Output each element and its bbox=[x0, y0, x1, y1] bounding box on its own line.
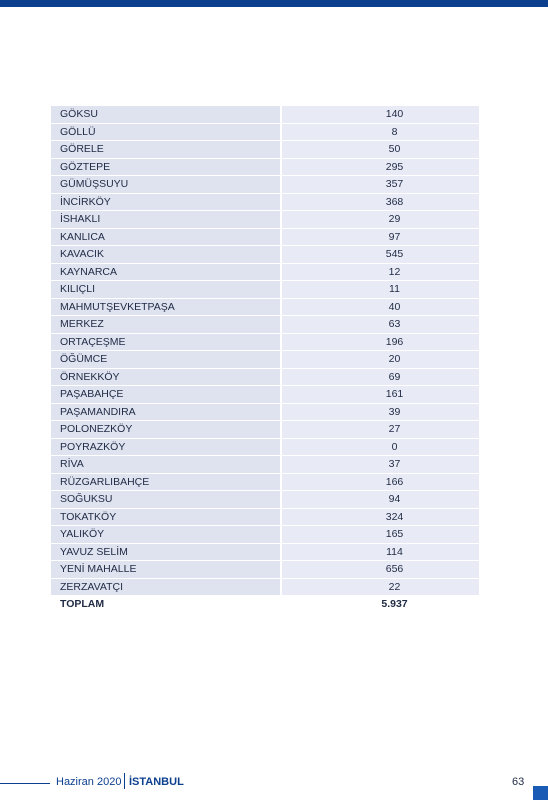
neighborhood-name: YENİ MAHALLE bbox=[51, 561, 281, 579]
table-row bbox=[51, 351, 479, 369]
neighborhood-value: 161 bbox=[281, 386, 479, 404]
table-row bbox=[51, 158, 479, 176]
table-row bbox=[51, 228, 479, 246]
table-row bbox=[51, 578, 479, 596]
neighborhood-value: 97 bbox=[281, 228, 479, 246]
neighborhood-value: 324 bbox=[281, 508, 479, 526]
neighborhood-name: İNCİRKÖY bbox=[51, 193, 281, 211]
total-label: TOPLAM bbox=[51, 596, 281, 614]
table-row bbox=[51, 263, 479, 281]
neighborhood-value: 140 bbox=[281, 106, 479, 123]
neighborhood-value: 196 bbox=[281, 333, 479, 351]
neighborhood-value: 50 bbox=[281, 141, 479, 159]
table-row bbox=[51, 176, 479, 194]
neighborhood-name: TOKATKÖY bbox=[51, 508, 281, 526]
footer-rule bbox=[0, 783, 50, 784]
neighborhood-name: YAVUZ SELİM bbox=[51, 543, 281, 561]
table-row bbox=[51, 421, 479, 439]
neighborhood-value: 166 bbox=[281, 473, 479, 491]
neighborhood-value: 69 bbox=[281, 368, 479, 386]
neighborhood-name: MAHMUTŞEVKETPAŞA bbox=[51, 298, 281, 316]
table-row bbox=[51, 281, 479, 299]
table-row bbox=[51, 543, 479, 561]
table-row bbox=[51, 211, 479, 229]
neighborhood-value: 63 bbox=[281, 316, 479, 334]
neighborhood-name: ÖĞÜMCE bbox=[51, 351, 281, 369]
table-body bbox=[51, 106, 479, 613]
table-row bbox=[51, 456, 479, 474]
table-row bbox=[51, 316, 479, 334]
neighborhood-value: 545 bbox=[281, 246, 479, 264]
table-row bbox=[51, 123, 479, 141]
table-row bbox=[51, 491, 479, 509]
neighborhood-value: 29 bbox=[281, 211, 479, 229]
neighborhood-name: İSHAKLI bbox=[51, 211, 281, 229]
neighborhood-name: POYRAZKÖY bbox=[51, 438, 281, 456]
neighborhood-name: GÖLLÜ bbox=[51, 123, 281, 141]
neighborhood-value: 165 bbox=[281, 526, 479, 544]
neighborhood-name: POLONEZKÖY bbox=[51, 421, 281, 439]
neighborhood-name: SOĞUKSU bbox=[51, 491, 281, 509]
neighborhood-value: 37 bbox=[281, 456, 479, 474]
footer-date: Haziran 2020 bbox=[56, 776, 122, 788]
neighborhood-value: 114 bbox=[281, 543, 479, 561]
neighborhood-value: 27 bbox=[281, 421, 479, 439]
table-row bbox=[51, 106, 479, 123]
footer-separator bbox=[124, 773, 125, 789]
corner-block bbox=[533, 786, 548, 800]
table-total-row bbox=[51, 596, 479, 614]
table-row bbox=[51, 526, 479, 544]
table-row bbox=[51, 368, 479, 386]
neighborhood-value: 22 bbox=[281, 578, 479, 596]
neighborhood-name: ZERZAVATÇI bbox=[51, 578, 281, 596]
neighborhood-name: KAVACIK bbox=[51, 246, 281, 264]
table-row bbox=[51, 141, 479, 159]
neighborhood-name: RÜZGARLIBAHÇE bbox=[51, 473, 281, 491]
neighborhood-name: PAŞABAHÇE bbox=[51, 386, 281, 404]
neighborhood-value: 368 bbox=[281, 193, 479, 211]
neighborhood-name: KILIÇLI bbox=[51, 281, 281, 299]
table-row bbox=[51, 473, 479, 491]
neighborhood-name: GÖRELE bbox=[51, 141, 281, 159]
neighborhood-name: GÜMÜŞSUYU bbox=[51, 176, 281, 194]
neighborhood-value: 40 bbox=[281, 298, 479, 316]
table-row bbox=[51, 561, 479, 579]
neighborhood-value: 94 bbox=[281, 491, 479, 509]
neighborhood-value: 357 bbox=[281, 176, 479, 194]
footer-city: İSTANBUL bbox=[129, 776, 184, 788]
page-number: 63 bbox=[512, 776, 525, 788]
neighborhood-value: 295 bbox=[281, 158, 479, 176]
table-row bbox=[51, 298, 479, 316]
table-row bbox=[51, 403, 479, 421]
neighborhood-name: GÖKSU bbox=[51, 106, 281, 123]
table-row bbox=[51, 193, 479, 211]
neighborhood-name: GÖZTEPE bbox=[51, 158, 281, 176]
neighborhood-value: 12 bbox=[281, 263, 479, 281]
neighborhood-value: 20 bbox=[281, 351, 479, 369]
neighborhood-name: RİVA bbox=[51, 456, 281, 474]
neighborhood-value: 39 bbox=[281, 403, 479, 421]
total-value: 5.937 bbox=[281, 596, 479, 614]
neighborhood-table bbox=[51, 106, 479, 614]
table-row bbox=[51, 386, 479, 404]
neighborhood-name: MERKEZ bbox=[51, 316, 281, 334]
table-row bbox=[51, 508, 479, 526]
neighborhood-value: 11 bbox=[281, 281, 479, 299]
neighborhood-name: KANLICA bbox=[51, 228, 281, 246]
top-header-bar bbox=[0, 0, 548, 7]
neighborhood-name: ORTAÇEŞME bbox=[51, 333, 281, 351]
table-row bbox=[51, 438, 479, 456]
neighborhood-value: 656 bbox=[281, 561, 479, 579]
neighborhood-name: PAŞAMANDIRA bbox=[51, 403, 281, 421]
table-row bbox=[51, 333, 479, 351]
neighborhood-value: 8 bbox=[281, 123, 479, 141]
neighborhood-name: KAYNARCA bbox=[51, 263, 281, 281]
neighborhood-value: 0 bbox=[281, 438, 479, 456]
table-row bbox=[51, 246, 479, 264]
neighborhood-name: ÖRNEKKÖY bbox=[51, 368, 281, 386]
neighborhood-name: YALIKÖY bbox=[51, 526, 281, 544]
